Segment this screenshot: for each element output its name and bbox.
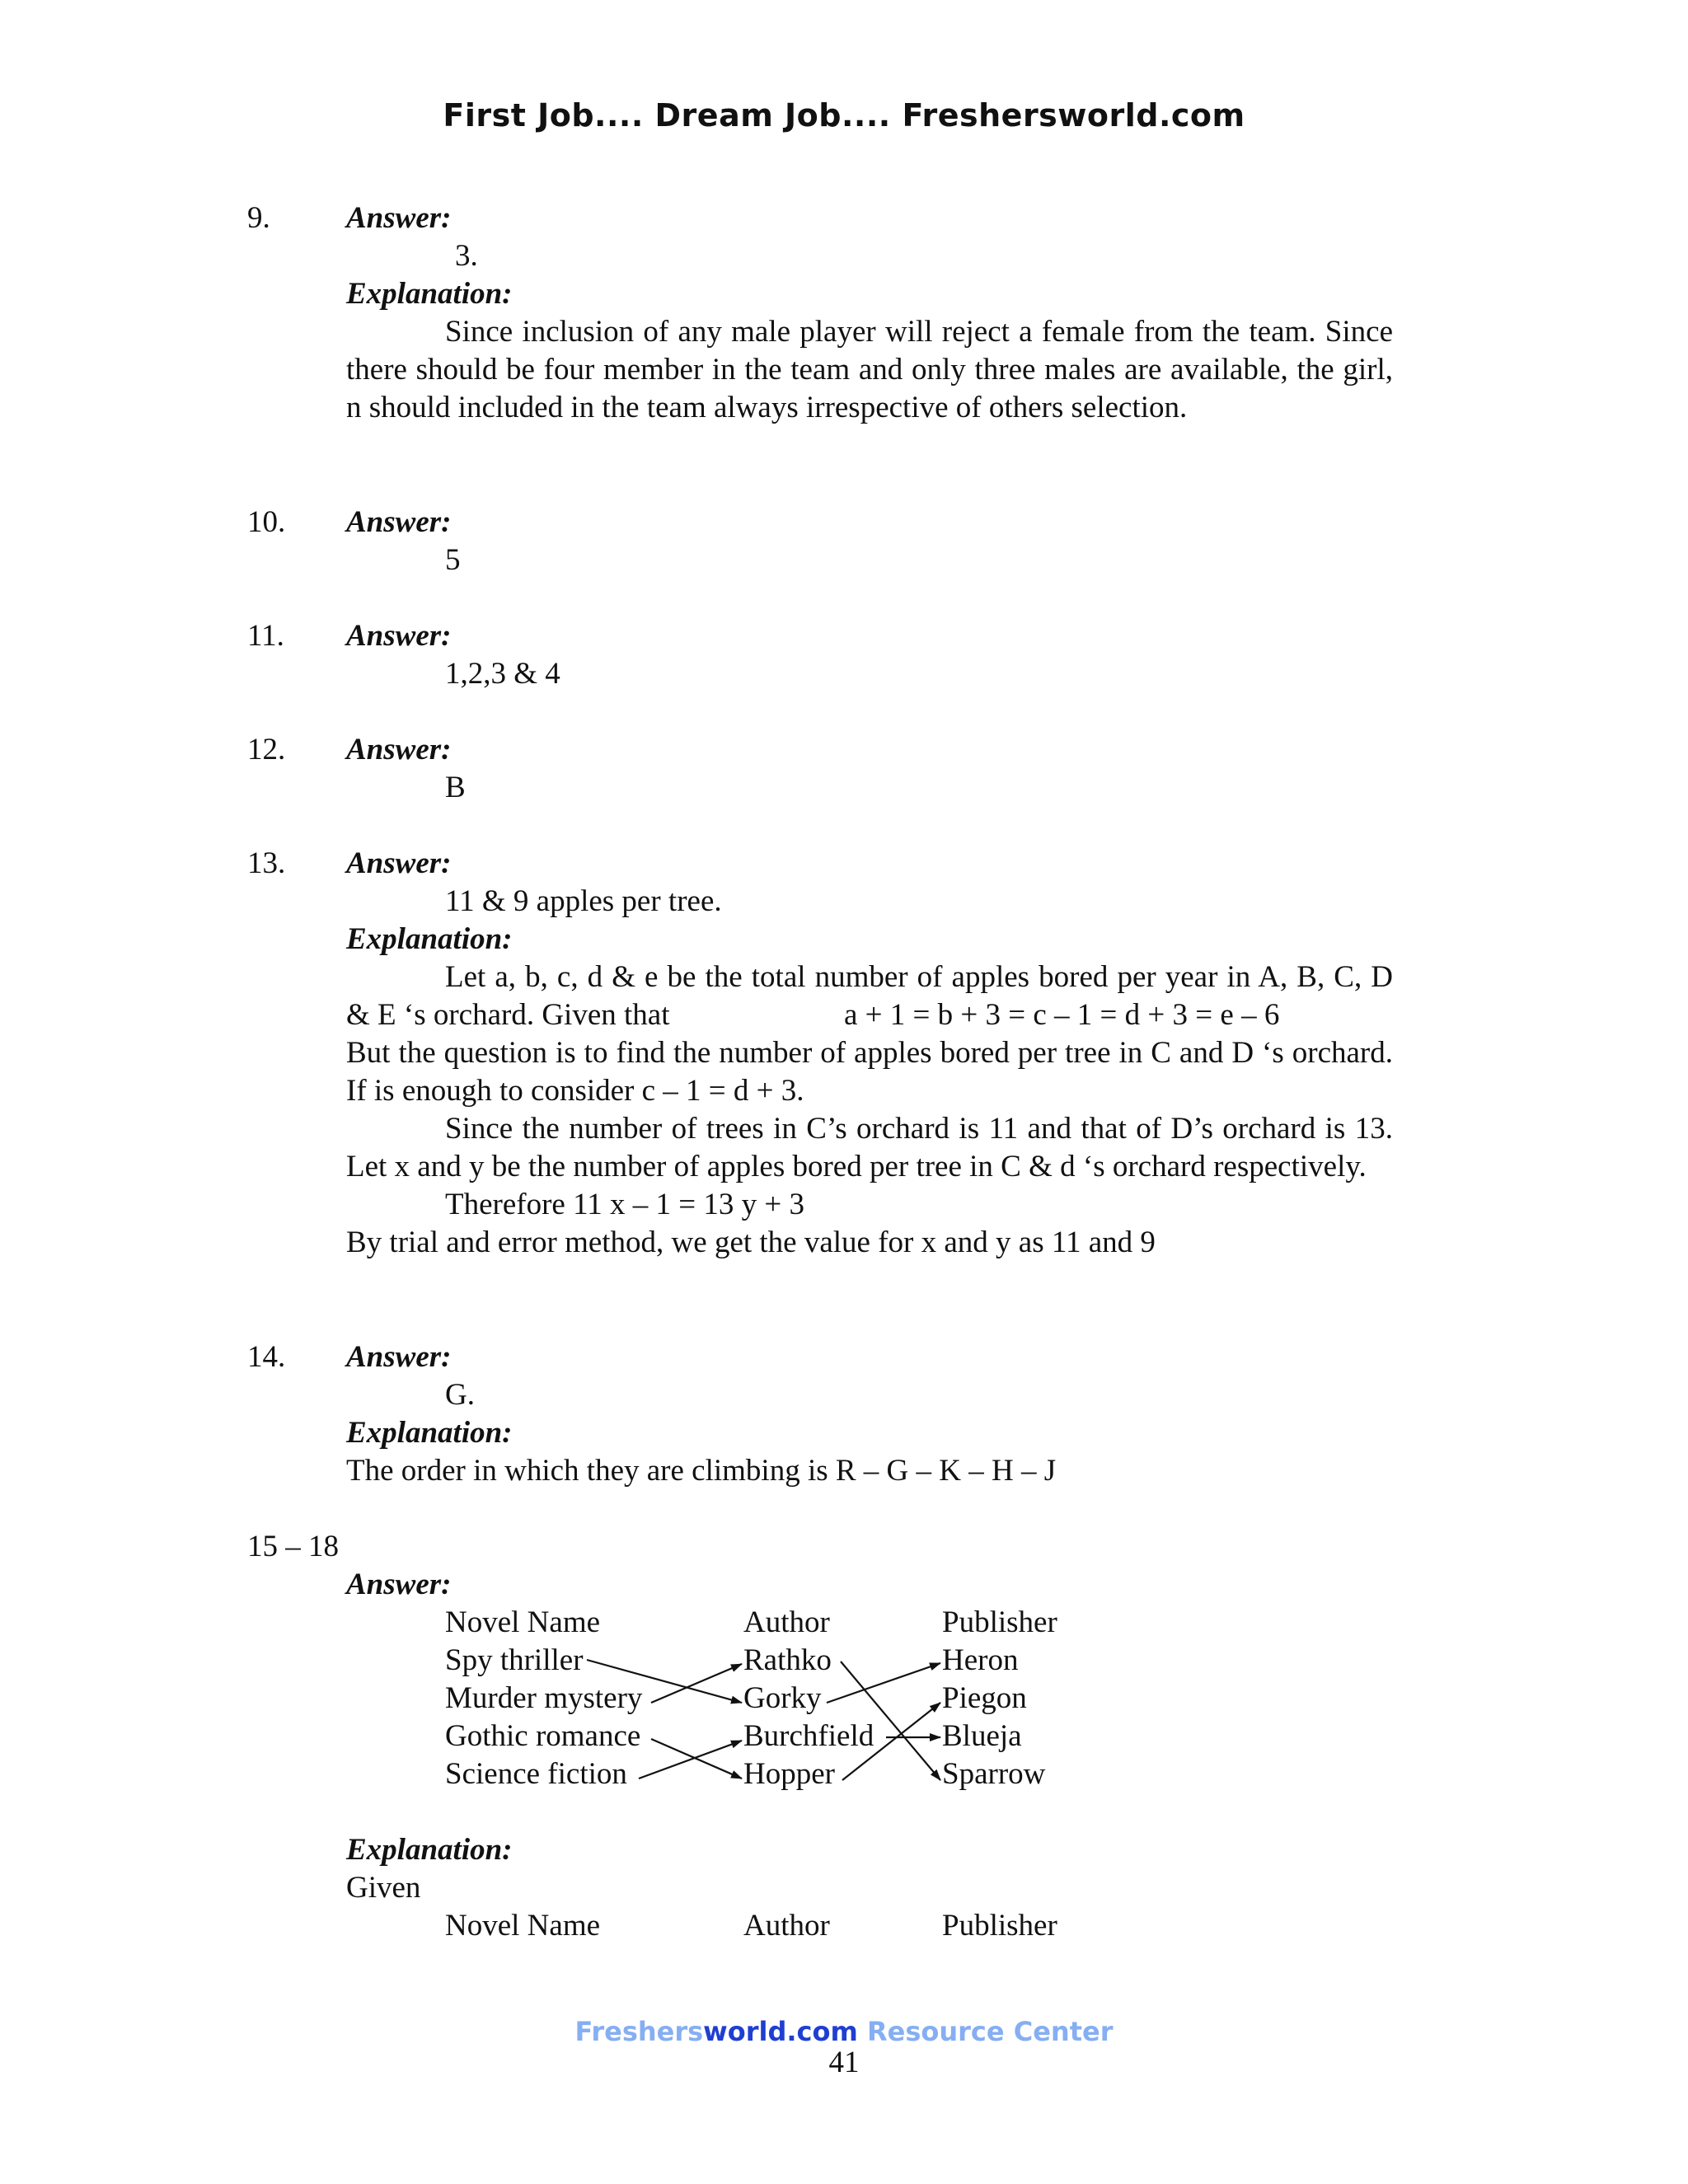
- answer-label: Answer:: [346, 1340, 452, 1374]
- question-number: 15 – 18: [247, 1530, 339, 1563]
- answer-value: 11 & 9 apples per tree.: [445, 884, 722, 918]
- answer-value: 1,2,3 & 4: [445, 657, 560, 691]
- answer-label: Answer:: [346, 619, 452, 653]
- publisher-item: Piegon: [942, 1681, 1027, 1715]
- explanation-label: Explanation:: [346, 1833, 513, 1867]
- novel-item: Gothic romance: [445, 1719, 641, 1753]
- question-number: 12.: [247, 733, 286, 766]
- publisher-item: Heron: [942, 1643, 1019, 1677]
- explanation-paragraph: Since inclusion of any male player will reject a female from the team. Since there should be four member in the team and only three males are available, the girl, n should included in the team always irrespective of others selection.: [346, 315, 1393, 424]
- answer-label: Answer:: [346, 846, 452, 880]
- column-header-author: Author: [743, 1605, 830, 1639]
- footer-brand: [0, 2016, 1688, 2047]
- given-label: Given: [346, 1871, 421, 1905]
- question-number: 13.: [247, 846, 286, 880]
- explanation-paragraph: But the question is to find the number of apples bored per tree in C and D ‘s orchard. If is enough to consider c – 1 = d + 3.: [346, 1036, 1393, 1108]
- footer-brand-part: Freshers: [574, 2016, 704, 2047]
- question-number: 9.: [247, 201, 270, 235]
- novel-item: Murder mystery: [445, 1681, 643, 1715]
- footer-brand-part: Resource Center: [857, 2016, 1114, 2047]
- publisher-item: Sparrow: [942, 1757, 1046, 1791]
- answer-label: Answer:: [346, 201, 452, 235]
- explanation-paragraph: Let a, b, c, d & e be the total number of apples bored per year in A, B, C, D & E ‘s orchard. Given that: [346, 960, 1393, 1032]
- novel-item: Science fiction: [445, 1757, 627, 1791]
- author-item: Hopper: [743, 1757, 835, 1791]
- explanation-text: The order in which they are climbing is R – G – K – H – J: [346, 1454, 1057, 1488]
- arrow-hopper-to-piegon: [842, 1703, 940, 1780]
- question-number: 11.: [247, 619, 284, 653]
- page-header: First Job.... Dream Job.... Freshersworld.com: [443, 97, 1245, 134]
- answer-value: B: [445, 771, 466, 804]
- answer-value: 5: [445, 543, 461, 577]
- answer-value: G.: [445, 1378, 475, 1412]
- column-header-publisher: Publisher: [942, 1909, 1057, 1943]
- explanation-paragraph: Therefore 11 x – 1 = 13 y + 3: [445, 1188, 804, 1221]
- explanation-paragraph: Since the number of trees in C’s orchard is 11 and that of D’s orchard is 13. Let x and y be the number of apples bored per tree in C & d ‘s orchard respectively.: [346, 1112, 1393, 1183]
- question-number: 10.: [247, 505, 286, 539]
- arrow-science-fiction-to-burchfield: [639, 1741, 742, 1779]
- explanation-label: Explanation:: [346, 277, 513, 311]
- explanation-paragraph: By trial and error method, we get the value for x and y as 11 and 9: [346, 1226, 1156, 1259]
- answer-label: Answer:: [346, 505, 452, 539]
- column-header-publisher: Publisher: [942, 1605, 1057, 1639]
- question-number: 14.: [247, 1340, 286, 1374]
- author-item: Rathko: [743, 1643, 832, 1677]
- column-header-author: Author: [743, 1909, 830, 1943]
- arrow-gorky-to-heron: [827, 1663, 940, 1703]
- publisher-item: Blueja: [942, 1719, 1022, 1753]
- equation: a + 1 = b + 3 = c – 1 = d + 3 = e – 6: [844, 998, 1280, 1032]
- explanation-label: Explanation:: [346, 922, 513, 956]
- novel-item: Spy thriller: [445, 1643, 584, 1677]
- arrow-rathko-to-sparrow: [841, 1661, 940, 1780]
- author-item: Burchfield: [743, 1719, 874, 1753]
- answer-label: Answer:: [346, 1568, 452, 1601]
- answer-label: Answer:: [346, 733, 452, 766]
- answer-value: 3.: [455, 239, 478, 273]
- column-header-novel: Novel Name: [445, 1909, 601, 1943]
- author-item: Gorky: [743, 1681, 822, 1715]
- page-number: 41: [828, 2046, 860, 2079]
- explanation-label: Explanation:: [346, 1416, 513, 1450]
- footer-brand-part: world.com: [703, 2016, 858, 2047]
- column-header-novel: Novel Name: [445, 1605, 601, 1639]
- arrow-murder-mystery-to-rathko: [651, 1664, 742, 1703]
